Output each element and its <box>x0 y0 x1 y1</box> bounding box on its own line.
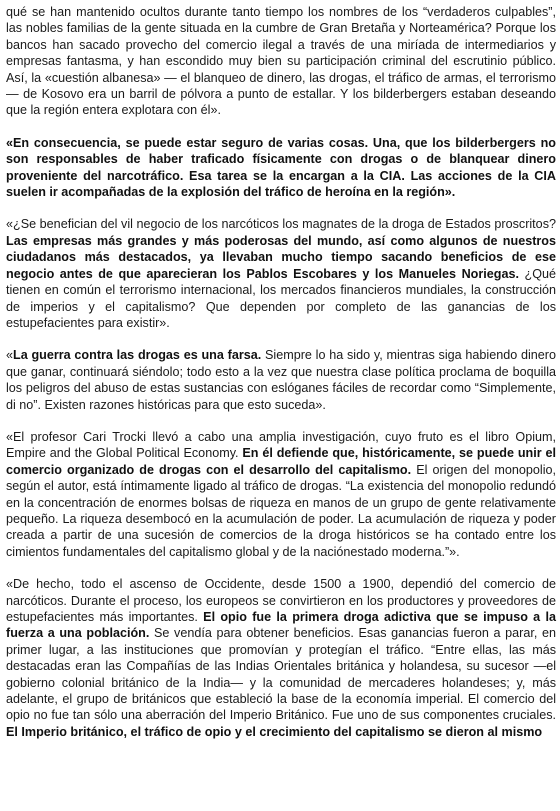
bold-text-run: «En consecuencia, se puede estar seguro de varias cosas. Una, que los bilderbergers no son responsables de haber traficado físicamente con drogas o de blanquear dinero proveniente del narcotráfico. Esa tarea se la encargan a la CIA. Las acciones de la CIA suelen ir acompañadas de la explosión del tráfico de heroína en la región». <box>6 135 556 200</box>
text-run: qué se han mantenido ocultos durante tanto tiempo los nombres de los “verdaderos culpables”, las nobles familias de la gente situada en la cumbre de Gran Bretaña y Norteamérica? Porque los bancos han sacado provecho del comercio ilegal a través de una miríada de intermediarios y empresas fantasma, y han escondido muy bien su participación criminal del escrutinio público. Así, la «cuestión albanesa» — el blanqueo de dinero, las drogas, el tráfico de armas, el terrorismo— de Kosovo era un barril de pólvora a punto de estallar. Y los bilderbergers estaban deseando que la región entera explotara con él». <box>6 5 556 118</box>
text-run: ¿Qué tienen en común el terrorismo internacional, los mercados financieros mundiales, la construcción de imperios y el capitalismo? Que dependen por completo de las ganancias de los estupefacientes para existir». <box>6 266 557 330</box>
text-run: Siempre lo ha sido y, mientras siga habiendo dinero que ganar, continuará siéndolo; todo esto a la vez que nuestra clase política proclama de boquilla los peligros del abuso de estas sustancias con eslóganes fáciles de recordar como “Simplemente, di no”. Existen razones históricas para que esto suceda». <box>6 348 556 412</box>
paragraph-5 <box>6 429 556 560</box>
bold-text-run: Las empresas más grandes y más poderosas del mundo, así como algunos de nuestros ciudadanos más destacados, ya llevaban mucho tiempo sacando beneficios de ese negocio antes de que aparecieran los Pablos Escobares y los Manueles Noriegas. <box>6 233 556 281</box>
paragraph-6 <box>6 576 556 740</box>
text-run: «El profesor Cari Trocki llevó a cabo una amplia investigación, cuyo fruto es el libro Opium, Empire and the Global Political Economy. <box>6 429 556 461</box>
text-run: « <box>6 348 14 363</box>
text-run: «¿Se benefician del vil negocio de los narcóticos los magnates de la droga de Estados proscritos? <box>6 217 556 232</box>
text-run: Se vendía para obtener beneficios. Esas ganancias fueron a parar, en primer lugar, a las instituciones que promovían y protegían el tráfico. “Entre ellas, las más destacadas eran las Compañías de las Indias Orientales británica y holandesa, su sucesor —el gobierno colonial británico de la India— y la comunidad de mercaderes holandeses; y, más adelante, el grupo de británicos que estableció la base de la economía imperial. El comercio del opio no fue tan sólo una aberración del Imperio Británico. Fue uno de sus componentes cruciales. <box>6 626 557 723</box>
paragraph-4 <box>6 347 556 413</box>
bold-text-run: El opio fue la primera droga adictiva que se impuso a la fuerza a una población. <box>6 610 556 641</box>
paragraph-3 <box>6 216 556 331</box>
text-run: «De hecho, todo el ascenso de Occidente, desde 1500 a 1900, dependió del comercio de narcóticos. Durante el proceso, los europeos se convirtieron en los productores y proveedores de estupefacientes más importantes. <box>6 577 556 624</box>
text-run: El origen del monopolio, según el autor, está íntimamente ligado al tráfico de drogas. “La existencia del monopolio redundó en la concentración de enormes bolsas de riqueza en manos de un grupo de gente relativamente pequeño. La riqueza desembocó en la acumulación de poder. La acumulación de riqueza y poder creada a partir de una sucesión de comercios de la droga históricos se ha contado entre los cimientos fundamentales del capitalismo global y de la naciónestado moderna.”». <box>6 462 556 559</box>
bold-text-run: El Imperio británico, el tráfico de opio y el crecimiento del capitalismo se dieron al mismo <box>6 724 543 739</box>
paragraph-2 <box>6 135 556 201</box>
paragraph-1 <box>6 4 556 119</box>
bold-text-run: La guerra contra las drogas es una farsa. <box>13 348 262 363</box>
bold-text-run: En él defiende que, históricamente, se puede unir el comercio organizado de drogas con el desarrollo del capitalismo. <box>6 446 556 477</box>
